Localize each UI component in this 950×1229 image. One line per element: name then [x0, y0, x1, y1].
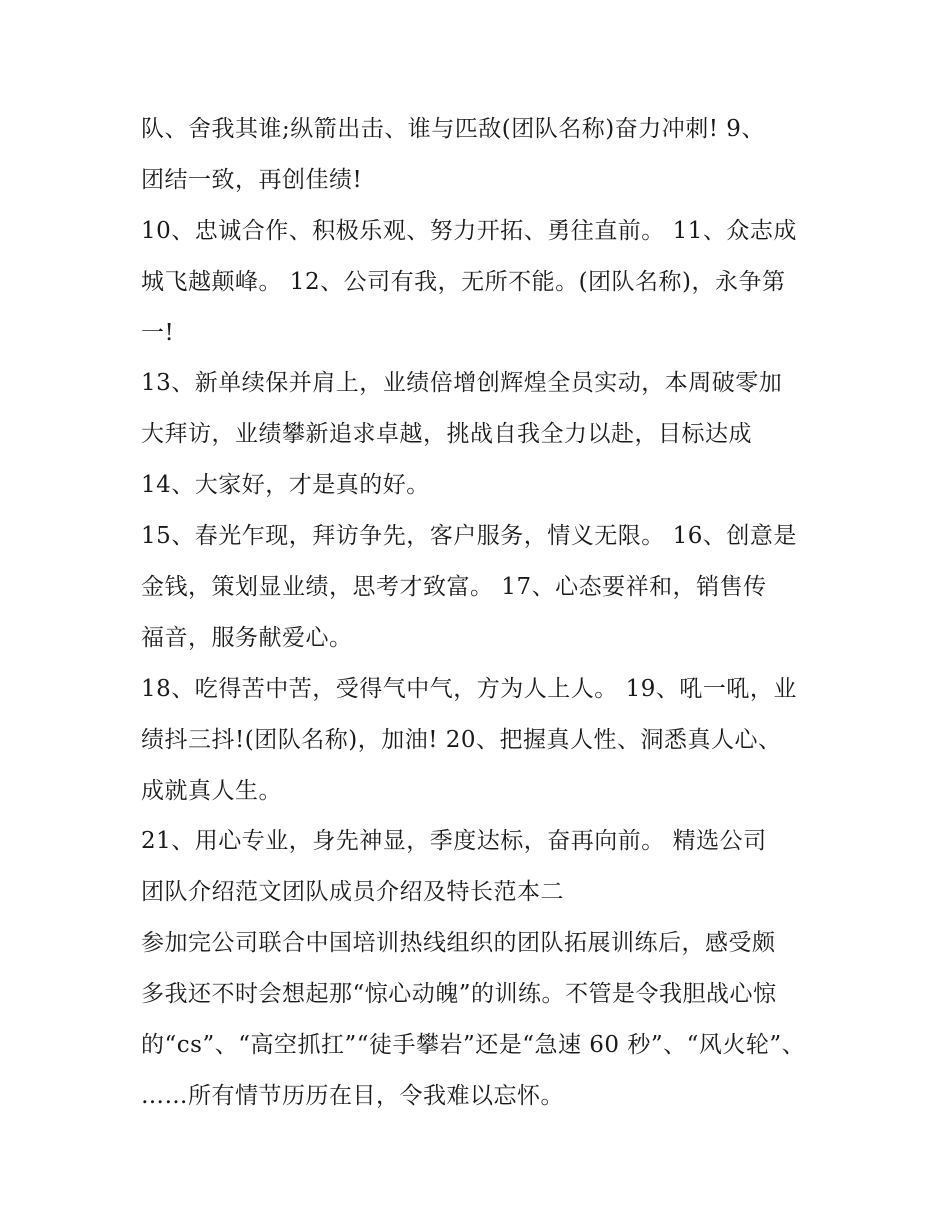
- text-line: 成就真人生。: [141, 777, 282, 804]
- text-line: 14、大家好，才是真的好。: [141, 472, 430, 499]
- text-line: 参加完公司联合中国培训热线组织的团队拓展训练后，感受颇: [141, 930, 776, 957]
- text-line: 金钱，策划显业绩，思考才致富。 17、心态要祥和，销售传: [141, 574, 767, 601]
- text-line: 10、忠诚合作、积极乐观、努力开拓、勇往直前。 11、众志成: [141, 217, 797, 244]
- text-line: ……所有情节历历在目，令我难以忘怀。: [141, 1082, 564, 1109]
- text-line: 团结一致，再创佳绩!: [141, 166, 363, 193]
- text-line: 队、舍我其谁;纵箭出击、谁与匹敌(团队名称)奋力冲刺! 9、: [141, 116, 765, 142]
- text-line: 21、用心专业，身先神显，季度达标，奋再向前。 精选公司: [141, 828, 767, 855]
- document-body: [141, 104, 821, 1122]
- text-line: 绩抖三抖!(团队名称)，加油! 20、把握真人性、洞悉真人心、: [141, 726, 782, 753]
- text-line: 福音，服务献爱心。: [141, 624, 353, 651]
- text-line: 大拜访，业绩攀新追求卓越，挑战自我全力以赴，目标达成: [141, 421, 752, 448]
- text-line: 18、吃得苦中苦，受得气中气，方为人上人。 19、吼一吼，业: [141, 675, 797, 702]
- text-line: 15、春光乍现，拜访争先，客户服务，情义无限。 16、创意是: [141, 523, 797, 550]
- text-line: 13、新单续保并肩上，业绩倍增创辉煌全员实动，本周破零加: [141, 370, 783, 397]
- text-line: 的“cs”、“高空抓扛”“徒手攀岩”还是“急速 60 秒”、“风火轮”、: [141, 1032, 806, 1059]
- text-line: 团队介绍范文团队成员介绍及特长范本二: [141, 879, 564, 906]
- text-line: 一!: [141, 319, 175, 346]
- text-line: 多我还不时会想起那“惊心动魄”的训练。不管是令我胆战心惊: [141, 981, 777, 1008]
- text-line: 城飞越颠峰。 12、公司有我，无所不能。(团队名称)，永争第: [141, 268, 786, 295]
